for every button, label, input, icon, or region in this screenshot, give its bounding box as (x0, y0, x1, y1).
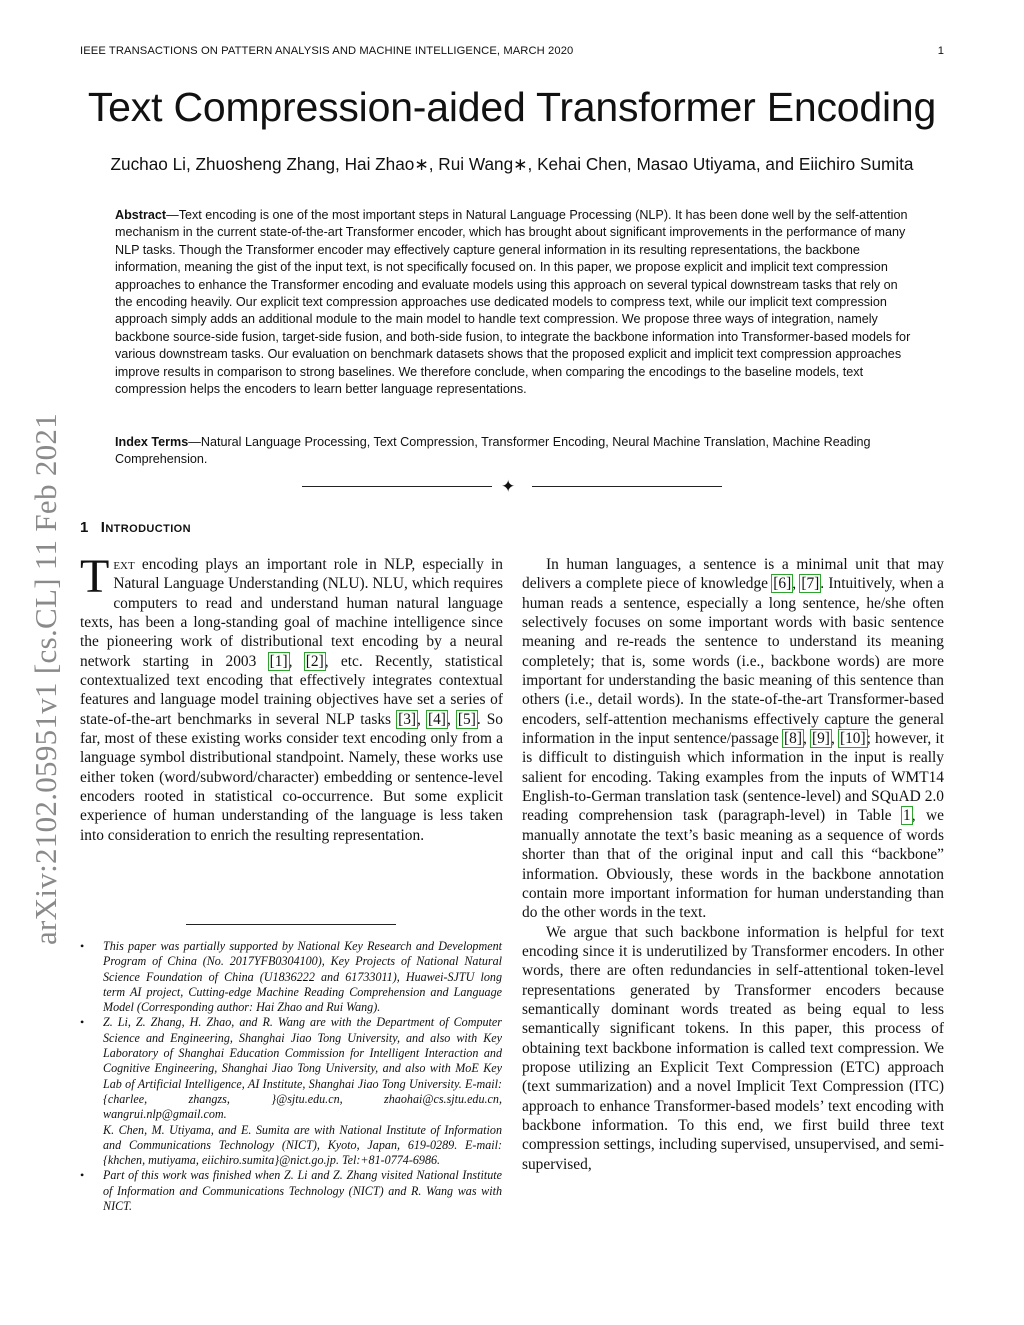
index-terms-label: Index Terms (115, 435, 189, 449)
intro-text-a: In human languages, a sentence is a minimal unit that may delivers a complete piece of knowledge (522, 556, 944, 593)
citation-link[interactable]: [7] (801, 575, 820, 593)
citation-link[interactable]: [3] (398, 710, 417, 728)
footnote-funding (80, 939, 502, 1015)
intro-text-c: ; however, it is difficult to distinguish which information in the input is really salient for encoding. Taking examples from the inputs of WMT14 English-to-German translation task (sentence-level) and SQuAD 2.0 reading comprehension task (paragraph-level) in Table (522, 730, 944, 825)
arxiv-identifier[interactable]: arXiv:2102.05951v1 [cs.CL] 11 Feb 2021 (28, 412, 63, 945)
divider-line-left (302, 486, 492, 487)
footnotes (80, 939, 502, 1214)
citation-link[interactable]: [6] (773, 575, 792, 593)
citation-link[interactable]: [8] (784, 730, 802, 748)
bullet-icon: • (80, 1168, 85, 1183)
citation-separator: , (830, 730, 839, 748)
footnote-affiliations (80, 1015, 502, 1168)
dropcap-letter: T (80, 550, 110, 603)
author-list: Zuchao Li, Zhuosheng Zhang, Hai Zhao∗, Rui Wang∗, Kehai Chen, Masao Utiyama, and Eiichiro Sumita (110, 154, 914, 174)
citation-separator: , (802, 730, 811, 748)
dropcap-continuation: ext (113, 556, 135, 573)
footnote-text: Part of this work was finished when Z. Li and Z. Zhang visited National Institute of Information and Communications Technology (NICT) and R. Wang was with NICT. (103, 1168, 502, 1214)
divider-line-right (532, 486, 722, 487)
bullet-icon: • (80, 1015, 85, 1030)
citation-separator: , (792, 575, 801, 593)
citation-link[interactable]: [1] (269, 652, 288, 670)
intro-text-d: , we manually annotate the text’s basic meaning as a sequence of words shorter than that of the original input and call this “backbone” information. Obviously, these words in the backbone annotation contain more important information for human understanding than do the other words in the text. (522, 807, 944, 922)
journal-header: IEEE TRANSACTIONS ON PATTERN ANALYSIS AND MACHINE INTELLIGENCE, MARCH 2020 (80, 45, 574, 57)
paper-title: Text Compression-aided Transformer Encoding (87, 84, 937, 130)
bullet-icon: • (80, 939, 85, 953)
footnote-visit (80, 1168, 502, 1214)
intro-paragraph-1 (80, 550, 504, 845)
footnote-text: This paper was partially supported by National Key Research and Development Program of China (No. 2017YFB0304100), Key Projects of National Natural Science Foundation of China (U1836222 and 61733011), Huawei-SJTU long term AI project, Cutting-edge Machine Reading Comprehension and Language Model (Corresponding author: Hai Zhao and Rui Wang). (103, 939, 502, 1015)
intro-paragraph-2 (522, 555, 944, 923)
footnote-text: Z. Li, Z. Zhang, H. Zhao, and R. Wang are with the Department of Computer Science and Engineering, Shanghai Jiao Tong University, and also with Key Laboratory of Shanghai Education Commission for Intelligent Interaction and Cognitive Engineering, Shanghai Jiao Tong University, and also with MoE Key Lab of Artificial Intelligence, AI Institute, Shanghai Jiao Tong University. E-mail: {charlee, zhangzs, }@sjtu.edu.cn, zhaohai@cs.sjtu.edu.cn, wangrui.nlp@gmail.com. (103, 1015, 502, 1122)
left-column-text (80, 550, 504, 845)
index-terms (115, 434, 911, 469)
intro-text-b: , etc. Recently, statistical contextualized text encoding that effectively integrates contextual features and language model training objectives have set a series of state-of-the-art benchmarks in several NLP tasks (80, 652, 503, 728)
divider-star-icon: ✦ (501, 477, 516, 496)
intro-text-a: encoding plays an important role in NLP, especially in Natural Language Understanding (NLU). NLU, which requires computers to read and understand human natural language texts, has been a long-standing goal of machine intelligence since the pioneering work of distributional text encoding by a neural network starting in 2003 (80, 556, 503, 670)
intro-text-c: . So far, most of these existing works consider text encoding only from a language symbol distributional standpoint. Namely, these works use either token (word/subword/character) embedding or sentence-level encoders rooted in statistical co-occurrence. But some explicit experience of human understanding of the language is less taken into consideration to enrich the resulting representation. (80, 710, 504, 844)
section-heading (80, 519, 191, 536)
intro-paragraph-3: We argue that such backbone information is helpful for text encoding since it is underutilized by Transformer encoders. In other words, there are often redundancies in self-attentional token-level representations generated by Transformer encoders because semantically dominant words treated as being equal to less semantically significant tokens. In this paper, this process of obtaining text backbone information is called text compression. We propose utilizing an Explicit Text Compression (ETC) approach (text summarization) and a novel Implicit Text Compression (ITC) approach to enhance Transformer-based models’ text encoding with backbone information. To this end, we first build three text compression settings, including supervised, unsupervised, and semi-supervised, (522, 923, 944, 1173)
section-number: 1 (80, 519, 89, 536)
section-divider (302, 477, 722, 497)
citation-separator: , (288, 652, 305, 670)
index-terms-text: —Natural Language Processing, Text Compression, Transformer Encoding, Neural Machine Translation, Machine Reading Comprehension. (115, 435, 871, 467)
abstract-text: —Text encoding is one of the most important steps in Natural Language Processing (NLP). It has been done well by the self-attention mechanism in the current state-of-the-art Transformer encoder, which has brought about significant improvements in the performance of many NLP tasks. Though the Transformer encoder may effectively capture general information in its resulting representations, the backbone information, meaning the gist of the input text, is not specifically focused on. In this paper, we propose explicit and implicit text compression approaches to enhance the Transformer encoding and evaluate models using this approach on several typical downstream tasks that rely on the encoding heavily. Our explicit text compression approaches use dedicated models to compress text, while our implicit text compression approach simply adds an additional module to the main model to handle text compression. We propose three ways of integration, namely backbone source-side fusion, target-side fusion, and both-side fusion, to integrate the backbone information into Transformer-based models for various downstream tasks. Our evaluation on benchmark datasets shows that the proposed explicit and implicit text compression approaches improve results in comparison to strong baselines. We therefore conclude, when comparing the encodings to the baseline models, text compression helps the encoders to learn better language representations. (115, 208, 911, 397)
right-column-text (522, 555, 944, 1174)
citation-separator: , (446, 710, 457, 728)
footnote-rule (186, 924, 396, 925)
citation-separator: , (417, 710, 427, 728)
citation-link[interactable]: [2] (305, 652, 324, 670)
abstract-label: Abstract (115, 208, 167, 222)
section-title: Introduction (100, 519, 191, 536)
citation-link[interactable]: [9] (811, 730, 830, 748)
citation-link[interactable]: [10] (839, 730, 866, 748)
citation-link[interactable]: [4] (427, 710, 446, 728)
citation-link[interactable]: [5] (457, 710, 476, 728)
footnote-text-nict: K. Chen, M. Utiyama, and E. Sumita are with National Institute of Information and Communications Technology (NICT), Kyoto, Japan, 619-0289. E-mail: {khchen, mutiyama, eiichiro.sumita}@nict.go.jp. Tel:+81-0774-6986. (103, 1122, 502, 1168)
page-number: 1 (937, 45, 944, 57)
intro-text-b: . Intuitively, when a human reads a sentence, especially a long sentence, he/she often selectively focuses on some important words with basic sentence meaning and re-reads the sentence to understand its meaning completely; that is, some words (i.e., backbone words) are more important for understanding the basic meaning of this sentence than others (i.e., detail words). In the state-of-the-art Transformer-based encoders, self-attention mechanisms effectively capture the general information in the input sentence/passage (522, 575, 945, 748)
table-reference-link[interactable]: 1 (903, 807, 911, 825)
abstract (115, 207, 911, 398)
